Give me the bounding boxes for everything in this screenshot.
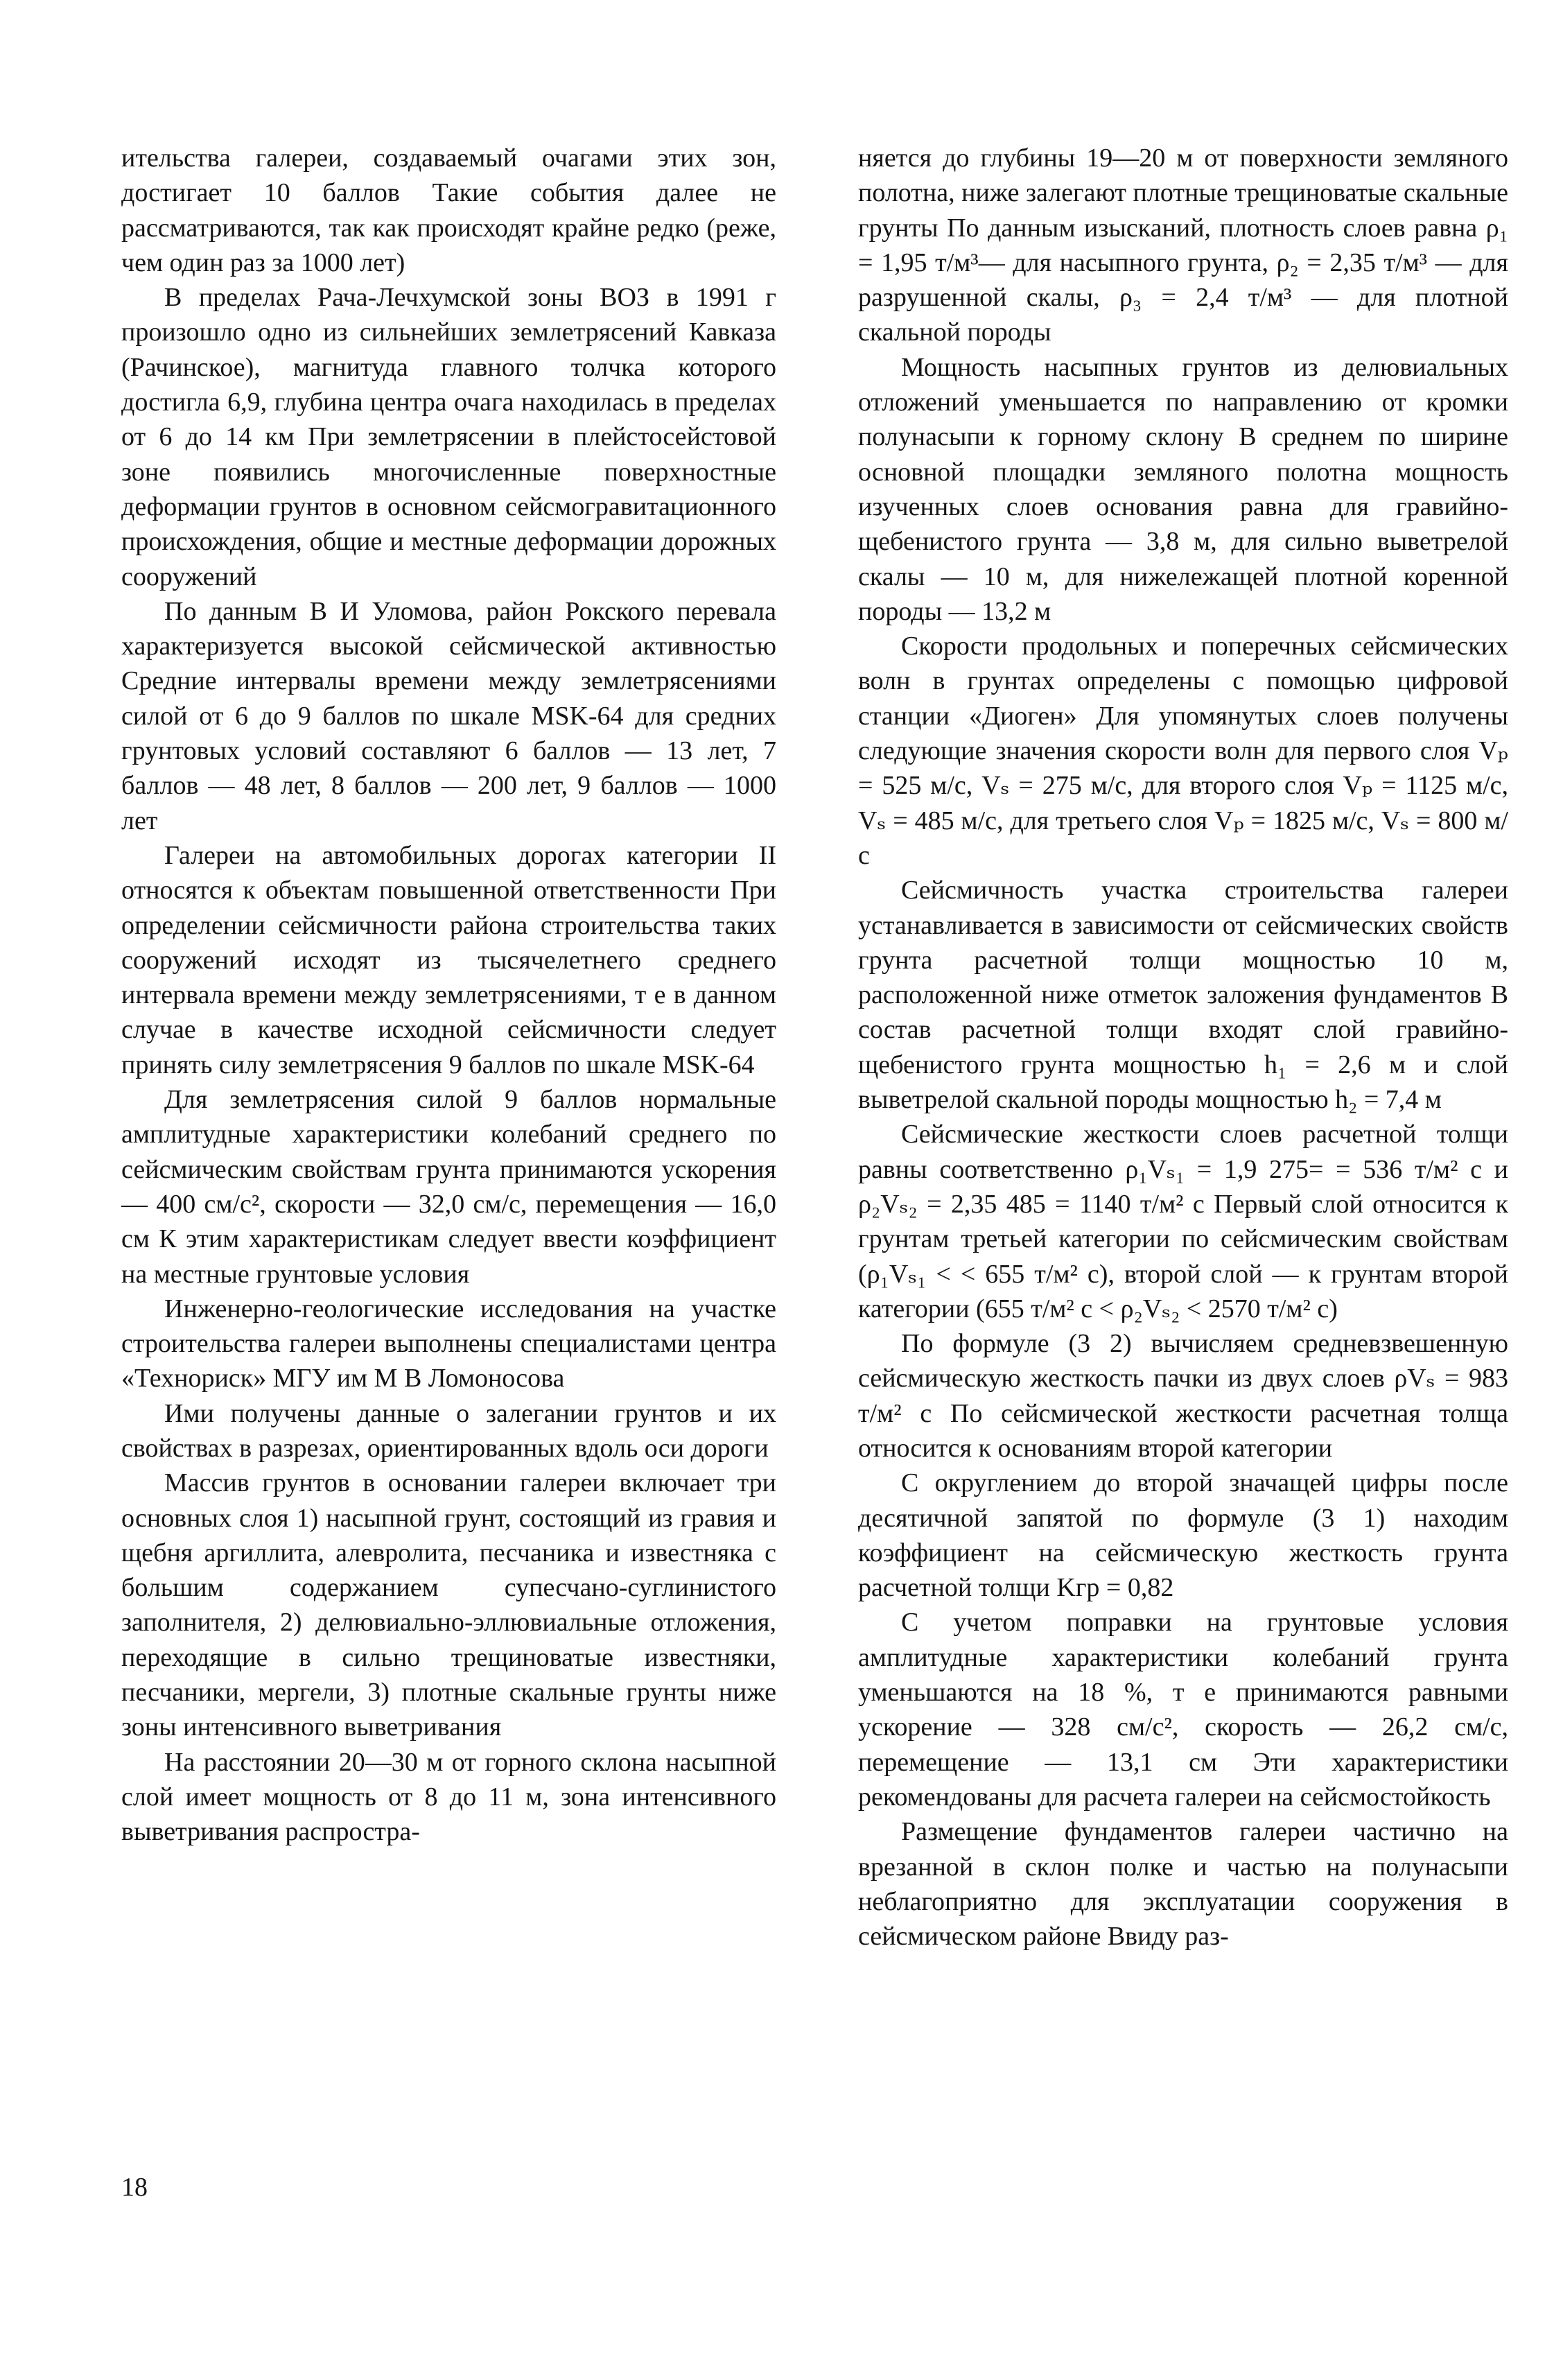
paragraph-right-2: Мощность насыпных грунтов из делювиальных отложений уменьшается по направлению от кромки полунасыпи к горному склону В среднем по ширине основной площадки земляного полотна мощность изученных слоев основания равна для гравийно-щебенистого грунта — 3,8 м, для сильно выветрелой скалы — 10 м, для нижележащей плотной коренной породы — 13,2 м	[858, 352, 1508, 626]
paragraph-left-5: Для землетрясения силой 9 баллов нормальные амплитудные характеристики колебаний среднего по сейсмическим свойствам грунта принимаются ускорения — 400 см/с², скорости — 32,0 см/с, перемещения — 16,0 см К этим характеристикам следует ввести коэффициент на местные грунтовые условия	[121, 1085, 776, 1289]
paragraph-left-8: Массив грунтов в основании галереи включает три основных слоя 1) насыпной грунт, состоящий из гравия и щебня аргиллита, алевролита, песчаника и известняка с большим содержанием супесчано-суглинистого заполнителя, 2) делювиально-эллювиальные отложения, переходящие в сильно трещиноватые известняки, песчаники, мергели, 3) плотные скальные грунты ниже зоны интенсивного выветривания	[121, 1468, 776, 1742]
paragraph-left-6: Инженерно-геологические исследования на участке строительства галереи выполнены специалистами центра «Технориск» МГУ им М В Ломоносова	[121, 1294, 776, 1393]
paragraph-right-8: С учетом поправки на грунтовые условия амплитудные характеристики колебаний грунта уменьшаются на 18 %, т е принимаются равными ускорение — 328 см/с², скорость — 26,2 см/с, перемещение — 13,1 см Эти характеристики рекомендованы для расчета галереи на сейсмостойкость	[858, 1608, 1508, 1812]
paragraph-left-2: В пределах Рача-Лечхумской зоны ВОЗ в 1991 г произошло одно из сильнейших землетрясений Кавказа (Рачинское), магнитуда главного толчка которого достигла 6,9, глубина центра очага находилась в пределах от 6 до 14 км При землетрясении в плейстосейстовой зоне появились многочисленные поверхностные деформации грунтов в основном сейсмогравитационного происхождения, общие и местные деформации дорожных сооружений	[121, 283, 776, 591]
paragraph-right-6: По формуле (3 2) вычисляем средневзвешенную сейсмическую жесткость пачки из двух слоев ρVₛ = 983 т/м² с По сейсмической жесткости расчетная толща относится к основаниям второй категории	[858, 1329, 1508, 1463]
paragraph-left-7: Ими получены данные о залегании грунтов и их свойствах в разрезах, ориентированных вдоль оси дороги	[121, 1398, 776, 1463]
paragraph-left-4: Галереи на автомобильных дорогах категории II относятся к объектам повышенной ответственности При определении сейсмичности района строительства таких сооружений исходят из тысячелетнего среднего интервала времени между землетрясениями, т е в данном случае в качестве исходной сейсмичности следует принять силу землетрясения 9 баллов по шкале MSK-64	[121, 840, 776, 1079]
paragraph-right-4: Сейсмичность участка строительства галереи устанавливается в зависимости от сейсмических свойств грунта расчетной толщи мощностью 10 м, расположенной ниже отметок заложения фундаментов В состав расчетной толщи входят слой гравийно-щебенистого грунта мощностью h₁ = 2,6 м и слой выветрелой скальной породы мощностью h₂ = 7,4 м	[858, 876, 1508, 1115]
paragraph-left-9: На расстоянии 20—30 м от горного склона насыпной слой имеет мощность от 8 до 11 м, зона интенсивного выветривания распростра-	[121, 1747, 776, 1847]
paragraph-right-3: Скорости продольных и поперечных сейсмических волн в грунтах определены с помощью цифровой станции «Диоген» Для упомянутых слоев получены следующие значения скорости волн для первого слоя Vₚ = 525 м/с, Vₛ = 275 м/с, для второго слоя Vₚ = 1125 м/с, Vₛ = 485 м/с, для третьего слоя Vₚ = 1825 м/с, Vₛ = 800 м/с	[858, 632, 1508, 870]
paragraph-left-3: По данным В И Уломова, район Рокского перевала характеризуется высокой сейсмической активностью Средние интервалы времени между землетрясениями силой от 6 до 9 баллов по шкале MSK-64 для средних грунтовых условий составляют 6 баллов — 13 лет, 7 баллов — 48 лет, 8 баллов — 200 лет, 9 баллов — 1000 лет	[121, 596, 776, 835]
paragraph-left-1: ительства галереи, создаваемый очагами этих зон, достигает 10 баллов Такие события далее не рассматриваются, так как происходят крайне редко (реже, чем один раз за 1000 лет)	[121, 144, 776, 277]
paragraph-right-5: Сейсмические жесткости слоев расчетной толщи равны соответственно ρ₁Vₛ₁ = 1,9 275= = 536 т/м² с и ρ₂Vₛ₂ = 2,35 485 = 1140 т/м² с Первый слой относится к грунтам третьей категории по сейсмическим свойствам (ρ₁Vₛ₁ < < 655 т/м² с), второй слой — к грунтам второй категории (655 т/м² с < ρ₂Vₛ₂ < 2570 т/м² с)	[858, 1120, 1508, 1323]
paragraph-right-1: няется до глубины 19—20 м от поверхности земляного полотна, ниже залегают плотные трещиноватые скальные грунты По данным изысканий, плотность слоев равна ρ₁ = 1,95 т/м³— для насыпного грунта, ρ₂ = 2,35 т/м³ — для разрушенной скалы, ρ₃ = 2,4 т/м³ — для плотной скальной породы	[858, 144, 1508, 347]
left-column	[121, 141, 776, 1850]
paragraph-right-7: С округлением до второй значащей цифры после десятичной запятой по формуле (3 1) находим коэффициент на сейсмическую жесткость грунта расчетной толщи Kгр = 0,82	[858, 1468, 1508, 1603]
paragraph-right-9: Размещение фундаментов галереи частично на врезанной в склон полке и частью на полунасыпи неблагоприятно для эксплуатации сооружения в сейсмическом районе Ввиду раз-	[858, 1817, 1508, 1952]
page-number: 18	[121, 2173, 148, 2202]
right-column	[858, 141, 1508, 1954]
